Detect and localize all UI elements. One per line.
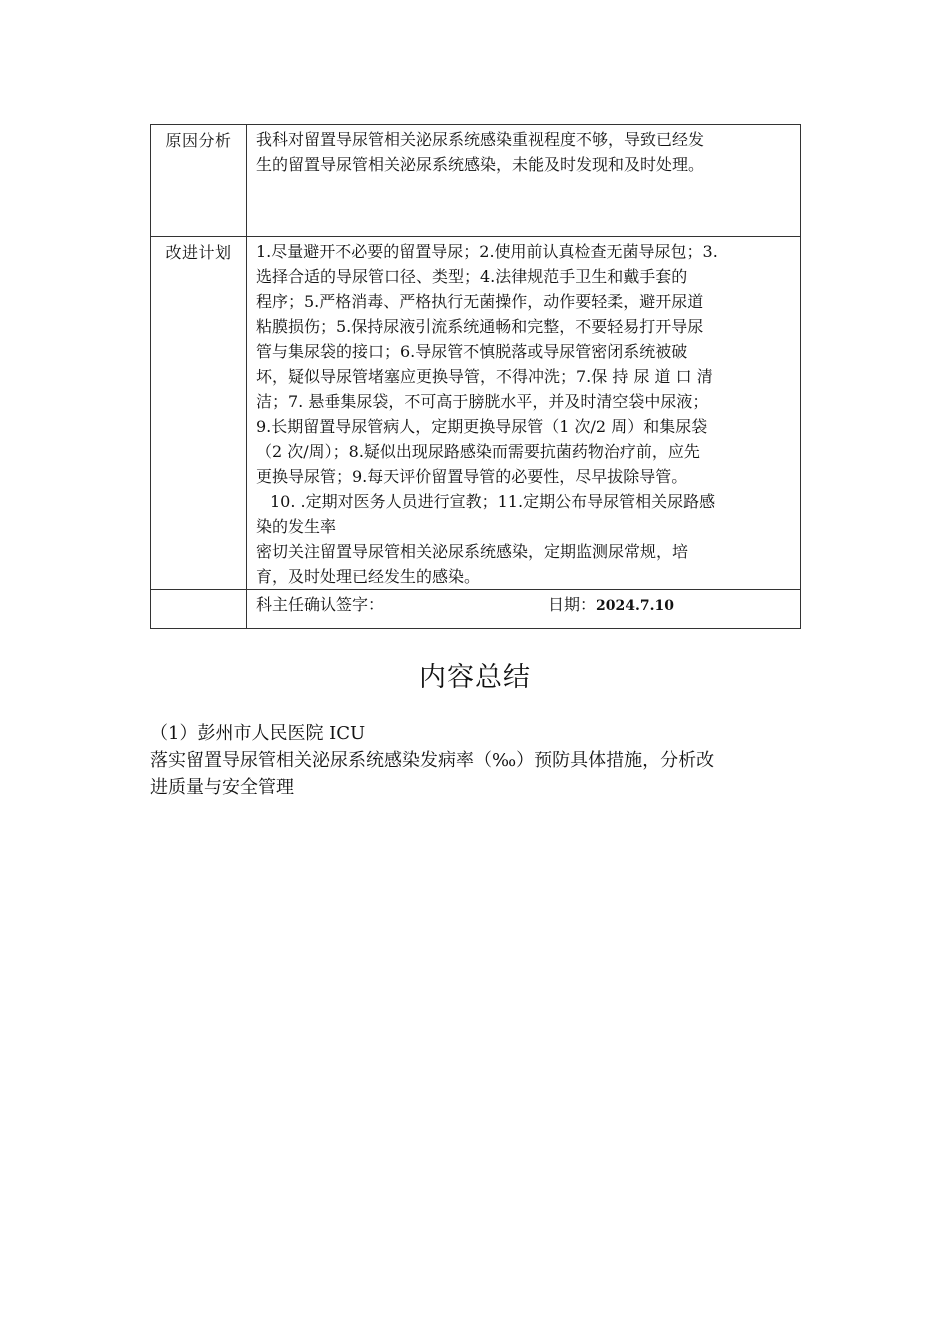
- improvement-plan-label: 改进计划: [151, 237, 247, 590]
- signature-row: [151, 590, 801, 629]
- plan-line: 密切关注留置导尿管相关泌尿系统感染，定期监测尿常规，培: [256, 542, 689, 561]
- signature-row-label: [151, 590, 247, 629]
- plan-line: 染的发生率: [256, 517, 337, 536]
- cause-line: 我科对留置导尿管相关泌尿系统感染重视程度不够，导致已经发: [256, 130, 705, 149]
- signature-label: 科主任确认签字：: [256, 595, 385, 614]
- plan-line: 坏，疑似导尿管堵塞应更换导管，不得冲洗；7.保 持 尿 道 口 清: [256, 367, 713, 386]
- plan-line: 10. .定期对医务人员进行宣教；11.定期公布导尿管相关尿路感: [270, 492, 716, 511]
- date-value: 2024.7.10: [596, 598, 674, 614]
- signature-content: [247, 590, 801, 629]
- cause-analysis-row: [151, 125, 801, 237]
- plan-line: 选择合适的导尿管口径、类型；4.法律规范手卫生和戴手套的: [256, 267, 688, 286]
- cause-analysis-content: [247, 125, 801, 237]
- improvement-table: [150, 124, 801, 629]
- improvement-plan-content: [247, 237, 801, 590]
- summary-body: [150, 720, 810, 801]
- summary-line: 落实留置导尿管相关泌尿系统感染发病率（‰）预防具体措施，分析改: [150, 750, 715, 771]
- plan-line: 育，及时处理已经发生的感染。: [256, 567, 481, 586]
- plan-line: 粘膜损伤；5.保持尿液引流系统通畅和完整，不要轻易打开导尿: [256, 317, 704, 336]
- signature-line: [256, 592, 792, 617]
- plan-line: 程序；5.严格消毒、严格执行无菌操作，动作要轻柔，避开尿道: [256, 292, 704, 311]
- summary-line: （1）彭州市人民医院 ICU: [150, 723, 366, 744]
- plan-line: 9.长期留置导尿管病人，定期更换导尿管（1 次/2 周）和集尿袋: [256, 417, 708, 436]
- plan-line: 1.尽量避开不必要的留置导尿；2.使用前认真检查无菌导尿包；3.: [256, 242, 718, 261]
- date-group: [548, 592, 674, 619]
- improvement-plan-row: [151, 237, 801, 590]
- date-label: 日期：: [548, 595, 597, 614]
- cause-line: 生的留置导尿管相关泌尿系统感染，未能及时发现和及时处理。: [256, 155, 705, 174]
- plan-line: 洁；7. 悬垂集尿袋，不可高于膀胱水平，并及时清空袋中尿液；: [256, 392, 709, 411]
- summary-title: 内容总结: [419, 662, 531, 693]
- plan-line: 管与集尿袋的接口；6.导尿管不慎脱落或导尿管密闭系统被破: [256, 342, 688, 361]
- plan-line: （2 次/周）；8.疑似出现尿路感染而需要抗菌药物治疗前，应先: [256, 442, 700, 461]
- cause-analysis-label: 原因分析: [151, 125, 247, 237]
- summary-line: 进质量与安全管理: [150, 777, 294, 798]
- plan-line: 更换导尿管；9.每天评价留置导管的必要性，尽早拔除导管。: [256, 467, 688, 486]
